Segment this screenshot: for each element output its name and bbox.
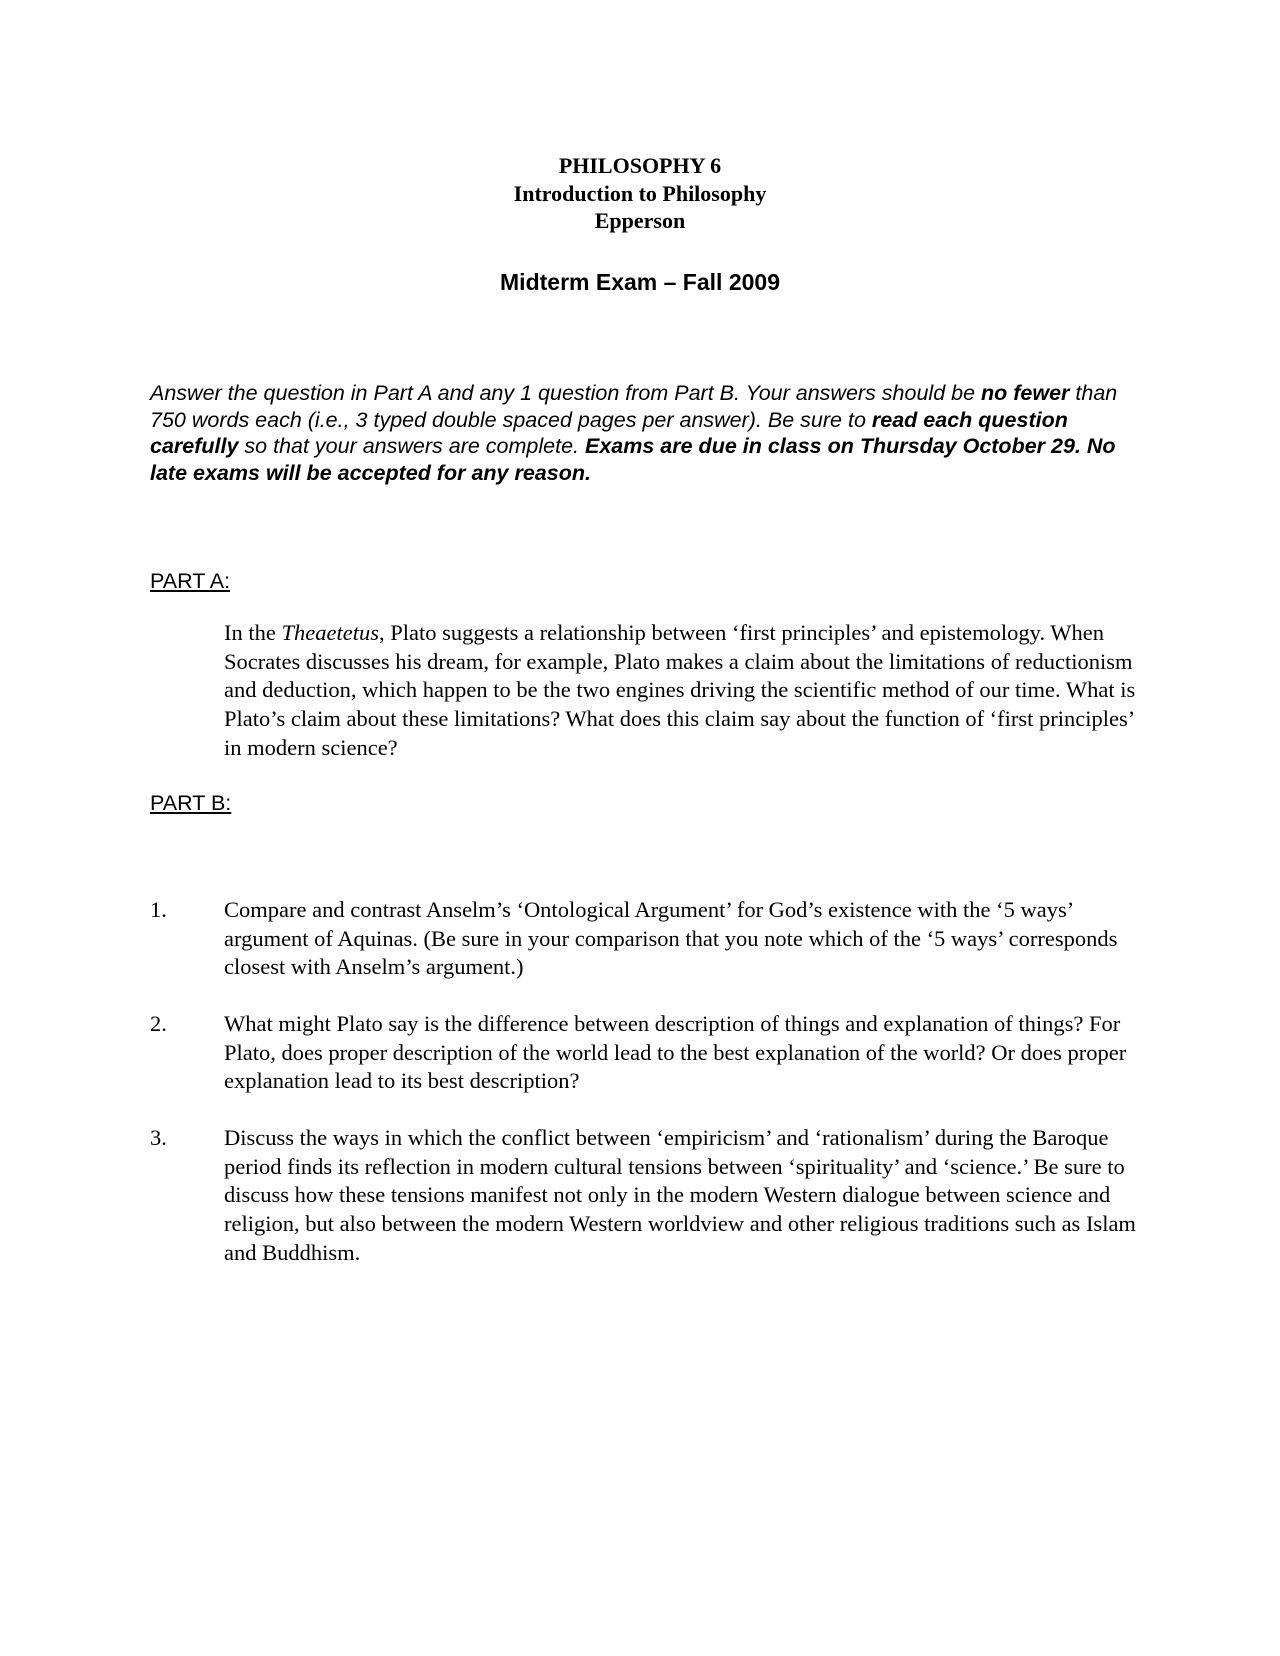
question-number: 2.: [150, 1011, 167, 1036]
instructions-bold-2: read each question carefully: [150, 407, 1068, 458]
question-text: Compare and contrast Anselm’s ‘Ontological Argument’ for God’s existence with the ‘5 ways’ argument of Aquinas. (Be sure in your comparison that you note which of the ‘5 ways’ corresponds closest with Anselm’s argument.): [224, 897, 1118, 980]
question-number: 3.: [150, 1125, 167, 1150]
part-b-heading: PART B:: [150, 791, 232, 815]
instructions-bold-1: no fewer: [981, 381, 1070, 405]
part-a-question: [224, 619, 1144, 763]
instructions-text-3: so that your answers are complete.: [238, 434, 585, 458]
question-text: Discuss the ways in which the conflict between ‘empiricism’ and ‘rationalism’ during the Baroque period finds its reflection in modern cultural tensions between ‘spirituality’ and ‘science.’ Be sure to discuss how these tensions manifest not only in the modern Western dialogue between science and religion, but also between the modern Western worldview and other religious traditions such as Islam and Buddhism.: [224, 1125, 1136, 1265]
exam-title: Midterm Exam – Fall 2009: [500, 269, 780, 295]
part-a-heading: PART A:: [150, 569, 231, 593]
part-a-text-1: In the: [224, 620, 282, 645]
instructor-name: Epperson: [594, 208, 686, 233]
instructions-text-2: than 750 words each (i.e., 3 typed double spaced pages per answer). Be sure to: [150, 381, 1118, 432]
question-text: What might Plato say is the difference between description of things and explanation of things? For Plato, does proper description of the world lead to the best explanation of the world? Or does proper explanation lead to its best description?: [224, 1011, 1127, 1094]
instructions-text-1: Answer the question in Part A and any 1 question from Part B. Your answers should be: [150, 381, 982, 405]
question-number: 1.: [150, 897, 167, 922]
part-a-book-title: Theaetetus: [281, 620, 379, 645]
instructions-bold-3: Exams are due in class on Thursday October 29. No late exams will be accepted for any reason.: [150, 434, 1116, 485]
course-title: PHILOSOPHY 6: [558, 153, 722, 178]
part-a-text-2: , Plato suggests a relationship between ‘first principles’ and epistemology. When Socrates discusses his dream, for example, Plato makes a claim about the limitations of reductionism and deduction, which happen to be the two engines driving the scientific method of our time. What is Plato’s claim about these limitations? What does this claim say about the function of ‘first principles’ in modern science?: [224, 620, 1136, 760]
course-subtitle: Introduction to Philosophy: [513, 181, 767, 206]
exam-instructions: [150, 380, 1150, 486]
